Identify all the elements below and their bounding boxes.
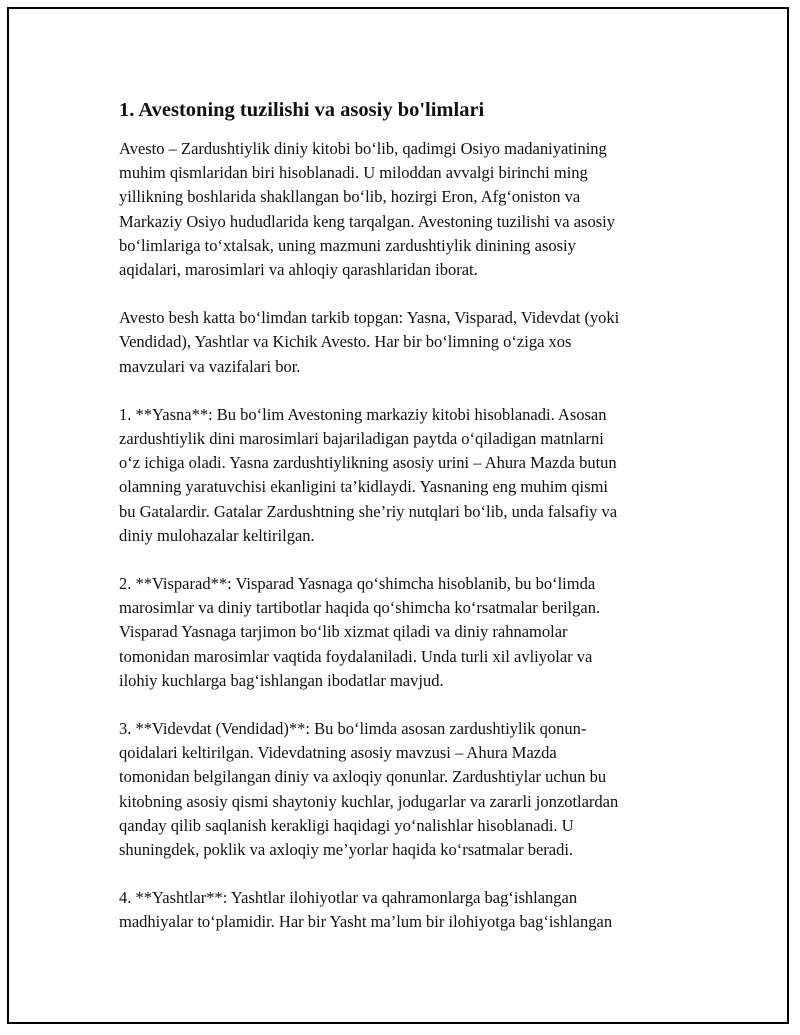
document-page xyxy=(7,7,789,1024)
text-line: Vendidad), Yashtlar va Kichik Avesto. Har bir bo‘limning o‘ziga xos xyxy=(119,332,572,352)
text-line: 4. **Yashtlar**: Yashtlar ilohiyotlar va qahramonlarga bag‘ishlangan xyxy=(119,888,578,908)
text-line: bu Gatalardir. Gatalar Zardushtning she’riy nutqlari bo‘lib, unda falsafiy va xyxy=(119,501,618,521)
text-line: tomonidan belgilangan diniy va axloqiy qonunlar. Zardushtiylar uchun bu xyxy=(119,767,607,787)
text-line: Markaziy Osiyo hududlarida keng tarqalgan. Avestoning tuzilishi va asosiy xyxy=(119,211,615,231)
text-line: ilohiy kuchlarga bag‘ishlangan ibodatlar mavjud. xyxy=(119,670,444,690)
page-title: 1. Avestoning tuzilishi va asosiy bo'limlari xyxy=(119,99,485,121)
text-line: Visparad Yasnaga tarjimon bo‘lib xizmat qiladi va diniy rahnamolar xyxy=(119,622,568,642)
paragraph-visparad xyxy=(119,572,684,693)
text-line: zardushtiylik dini marosimlari bajariladigan paytda o‘qiladigan matnlarni xyxy=(119,429,604,449)
paragraph-videvdat xyxy=(119,717,684,862)
text-line: tomonidan marosimlar vaqtida foydalaniladi. Unda turli xil avliyolar va xyxy=(119,646,593,666)
text-line: yillikning boshlarida shakllangan bo‘lib, hozirgi Eron, Afg‘oniston va xyxy=(119,187,581,207)
text-line: shuningdek, poklik va axloqiy me’yorlar haqida ko‘rsatmalar beradi. xyxy=(119,840,574,860)
text-line: 2. **Visparad**: Visparad Yasnaga qo‘shimcha hisoblanib, bu bo‘limda xyxy=(119,574,596,594)
paragraph-sections-overview xyxy=(119,306,684,379)
text-line: aqidalari, marosimlari va ahloqiy qarashlaridan iborat. xyxy=(119,260,478,280)
text-line: bo‘limlariga to‘xtalsak, uning mazmuni zardushtiylik dinining asosiy xyxy=(119,235,576,255)
text-line: kitobning asosiy qismi shaytoniy kuchlar, jodugarlar va zararli jonzotlardan xyxy=(119,791,619,811)
text-line: 1. **Yasna**: Bu bo‘lim Avestoning markaziy kitobi hisoblanadi. Asosan xyxy=(119,404,607,424)
text-line: qanday qilib saqlanish kerakligi haqidagi yo‘nalishlar hisoblanadi. U xyxy=(119,815,574,835)
text-line: diniy mulohazalar keltirilgan. xyxy=(119,525,315,545)
text-line: madhiyalar to‘plamidir. Har bir Yasht ma’lum bir ilohiyotga bag‘ishlangan xyxy=(119,912,613,932)
text-line: o‘z ichiga oladi. Yasna zardushtiylikning asosiy urini – Ahura Mazda butun xyxy=(119,453,617,473)
text-line: olamning yaratuvchisi ekanligini ta’kidlaydi. Yasnaning eng muhim qismi xyxy=(119,477,608,497)
text-line: 3. **Videvdat (Vendidad)**: Bu bo‘limda asosan zardushtiylik qonun- xyxy=(119,719,587,739)
paragraph-yasna xyxy=(119,403,684,548)
text-line: qoidalari keltirilgan. Videvdatning asosiy mavzusi – Ahura Mazda xyxy=(119,743,557,763)
text-line: muhim qismlaridan biri hisoblanadi. U miloddan avvalgi birinchi ming xyxy=(119,163,588,183)
text-line: Avesto besh katta bo‘limdan tarkib topgan: Yasna, Visparad, Videvdat (yoki xyxy=(119,308,620,328)
text-line: mavzulari va vazifalari bor. xyxy=(119,356,301,376)
paragraph-intro xyxy=(119,137,684,282)
text-line: Avesto – Zardushtiylik diniy kitobi bo‘lib, qadimgi Osiyo madaniyatining xyxy=(119,139,607,158)
paragraph-yashtlar xyxy=(119,886,684,934)
text-line: marosimlar va diniy tartibotlar haqida qo‘shimcha ko‘rsatmalar berilgan. xyxy=(119,598,601,618)
document-body xyxy=(119,97,684,959)
